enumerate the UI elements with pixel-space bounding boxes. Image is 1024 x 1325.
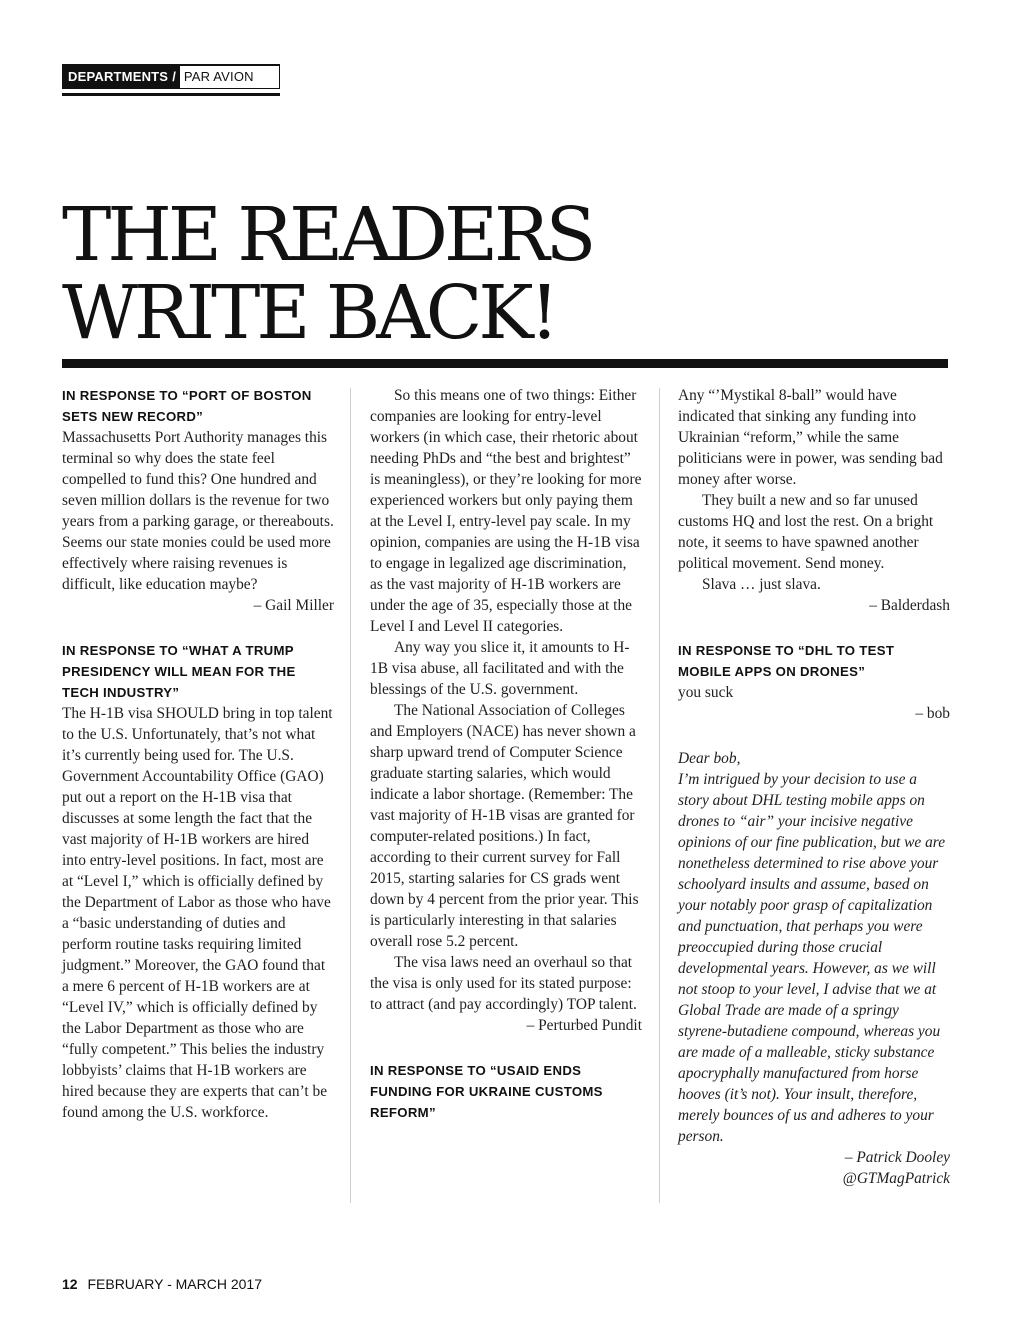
letter-body-usaid-part-2: They built a new and so far unused customs HQ and lost the rest. On a bright note, it seems to have spawned another political movement. Send money. [678, 492, 934, 572]
letter-body-h1b-part-3: Any way you slice it, it amounts to H-1B visa abuse, all facilitated and with the blessings of the U.S. government. [370, 639, 630, 698]
letter-heading-usaid: IN RESPONSE TO “USAID ENDS FUNDING FOR UKRAINE CUSTOMS REFORM” [370, 1063, 603, 1120]
page-number: 12 [62, 1276, 78, 1292]
letter-body-usaid-part-1: Any “’Mystikal 8-ball” would have indicated that sinking any funding into Ukrainian “reform,” while the same politicians were in power, was sending bad money after worse. [678, 387, 943, 488]
letter-body-h1b-part-5: The visa laws need an overhaul so that the visa is only used for its stated purpose: to attract (and pay accordingly) TOP talent. [370, 954, 637, 1013]
letter-body-h1b-part-2: So this means one of two things: Either companies are looking for entry-level workers (in which case, their rhetoric about needing PhDs and “the best and brightest” is meaningless), or they’re looking for more experienced workers but only paying them at the Level I, entry-level pay scale. In my opinion, companies are using the H-1B visa to engage in legalized age discrimination, as the vast majority of H-1B workers are under the age of 35, especially those at the Level I and Level II categories. [370, 387, 642, 635]
editor-reply-body: I’m intrigued by your decision to use a story about DHL testing mobile apps on drones to “air” your incisive negative opinions of our fine publication, but we are nonetheless determined to rise above your schoolyard insults and assume, based on your notably poor grasp of capitalization and punctuation, that perhaps you were preoccupied during those crucial developmental years. However, as we will not stoop to your level, I advise that we at Global Trade are made of a springy styrene-butadiene compound, whereas you are made of a malleable, sticky substance apocryphally manufactured from horse hooves (it’s not). Your insult, therefore, merely bounces of us and adheres to your person. [678, 771, 946, 1145]
column-divider-1 [350, 388, 351, 1203]
letter-body-port-of-boston: Massachusetts Port Authority manages this terminal so why does the state feel compelled to fund this? One hundred and seven million dollars is the revenue for two years from a parking garage, or thereabouts. Seems our state monies could be used more effectively where raising revenues is difficult, like education maybe? [62, 429, 334, 593]
letter-heading-port-of-boston: IN RESPONSE TO “PORT OF BOSTON SETS NEW RECORD” [62, 388, 312, 424]
column-2 [370, 385, 642, 1123]
issue-date: FEBRUARY - MARCH 2017 [87, 1276, 263, 1292]
department-separator: / [172, 69, 176, 84]
page-headline [62, 192, 962, 356]
editor-reply-signature: – Patrick Dooley [844, 1149, 950, 1166]
headline-rule [62, 359, 948, 368]
column-divider-2 [659, 388, 660, 1203]
department-section: PAR AVION [180, 66, 279, 88]
letter-body-usaid-part-3: Slava … just slava. [702, 576, 821, 593]
headline-line-1: THE READERS [62, 192, 593, 278]
letter-body-h1b-part-4: The National Association of Colleges and Employers (NACE) has never shown a sharp upward trend of Computer Science graduate starting salaries, which would indicate a labor shortage. (Remember: The vast majority of H-1B visas are granted for computer-related positions.) In fact, according to their current survey for Fall 2015, starting salaries for CS grads went down by 4 percent from the prior year. This is particularly interesting in that salaries overall rose 5.2 percent. [370, 702, 639, 950]
letter-body-h1b-part-1: The H-1B visa SHOULD bring in top talent to the U.S. Unfortunately, that’s not what it’s currently being used for. The U.S. Government Accountability Office (GAO) put out a report on the H-1B visa that discusses at some length the fact that the vast majority of H-1B workers are hired into entry-level positions. In fact, most are at “Level I,” which is officially defined by the Department of Labor as those who have a “basic understanding of duties and perform routine tasks requiring limited judgment.” Moreover, the GAO found that a mere 6 percent of H-1B workers are at “Level IV,” which is officially defined by the Labor Department as those who are “fully competent.” This belies the industry lobbyists’ claims that H-1B workers are hired because they are experts that can’t be found among the U.S. workforce. [62, 705, 333, 1121]
letter-signature-bob: – bob [915, 705, 950, 722]
column-3 [678, 385, 950, 1189]
letter-body-dhl-drones: you suck [678, 684, 734, 701]
letter-signature-balderdash: – Balderdash [869, 597, 950, 614]
letter-heading-trump-presidency: IN RESPONSE TO “WHAT A TRUMP PRESIDENCY WILL MEAN FOR THE TECH INDUSTRY” [62, 643, 296, 700]
letter-signature-perturbed-pundit: – Perturbed Pundit [526, 1017, 642, 1034]
letter-signature-gail-miller: – Gail Miller [253, 597, 334, 614]
department-label: DEPARTMENTS [68, 69, 169, 84]
letter-heading-dhl-drones: IN RESPONSE TO “DHL TO TEST MOBILE APPS ON DRONES” [678, 643, 895, 679]
department-tag [62, 64, 280, 96]
editor-reply-handle: @GTMagPatrick [842, 1170, 950, 1187]
headline-line-2: WRITE BACK! [62, 270, 556, 356]
page-footer [62, 1276, 262, 1292]
editor-reply-salutation: Dear bob, [678, 750, 741, 767]
column-1 [62, 385, 334, 1123]
department-tag-inner [62, 64, 280, 89]
